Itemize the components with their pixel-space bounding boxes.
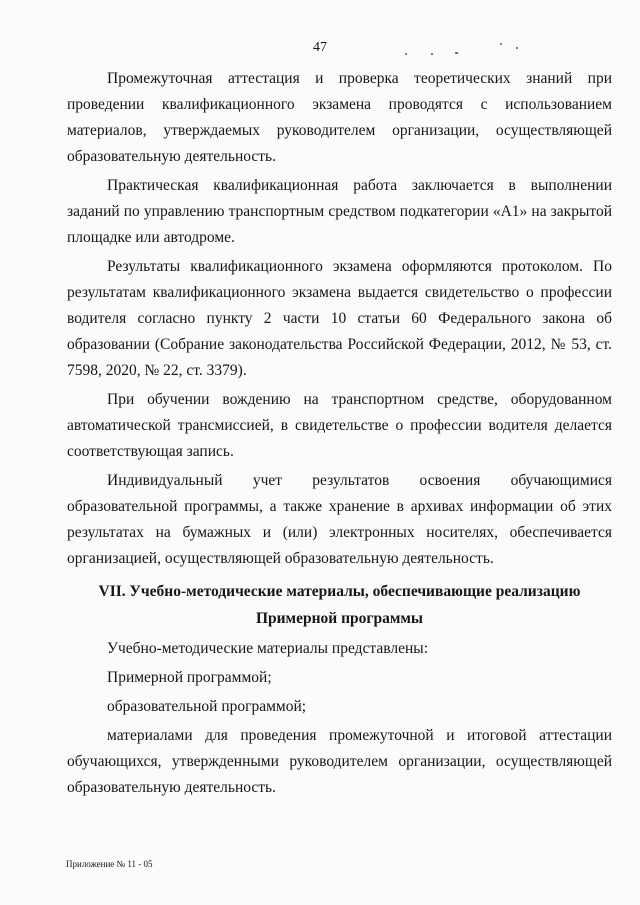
materials-item-program: Примерной программой; (107, 669, 272, 686)
materials-intro: Учебно-методические материалы представлены: (107, 640, 428, 657)
materials-item-educational-program: образовательной программой; (107, 698, 307, 715)
paragraph-exam-results: Результаты квалификационного экзамена оформляются протоколом. По результатам квалификационного экзамена выдается свидетельство о профессии водителя согласно пункту 2 части 10 статьи 60 Федерального закона об образовании (Собрание законодательства Российской Федерации, 2012, № 53, ст. 7598, 2020, № 22, ст. 3379). (67, 258, 612, 379)
section-heading-line1: VII. Учебно-методические материалы, обеспечивающие реализацию (98, 583, 581, 600)
section-heading-line2: Примерной программы (255, 610, 424, 627)
section-heading (67, 578, 612, 632)
footer-annex: Приложение № 11 - 05 (66, 859, 153, 869)
paragraph-practical-work: Практическая квалификационная работа заключается в выполнении заданий по управлению транспортным средством подкатегории «A1» на закрытой площадке или автодроме. (67, 177, 612, 246)
paragraph-automatic-transmission: При обучении вождению на транспортном средстве, оборудованном автоматической трансмиссией, в свидетельстве о профессии водителя делается соответствующая запись. (67, 391, 612, 460)
materials-item-attestation: материалами для проведения промежуточной и итоговой аттестации обучающихся, утвержденными руководителем организации, осуществляющей образовательную деятельность. (67, 727, 612, 796)
paragraph-attestation: Промежуточная аттестация и проверка теоретических знаний при проведении квалификационного экзамена проводятся с использованием материалов, утверждаемых руководителем организации, осуществляющей образовательную деятельность. (67, 70, 612, 165)
page-number: 47 (313, 40, 327, 55)
paragraph-records: Индивидуальный учет результатов освоения обучающимися образовательной программы, а также хранение в архивах информации об этих результатах на бумажных и (или) электронных носителях, обеспечивается организацией, осуществляющей образовательную деятельность. (67, 472, 612, 567)
scan-speck (516, 47, 518, 49)
scan-speck (455, 52, 458, 54)
scan-speck (431, 53, 433, 55)
scan-speck (500, 43, 502, 45)
scan-speck (405, 53, 407, 55)
document-body (67, 66, 612, 804)
